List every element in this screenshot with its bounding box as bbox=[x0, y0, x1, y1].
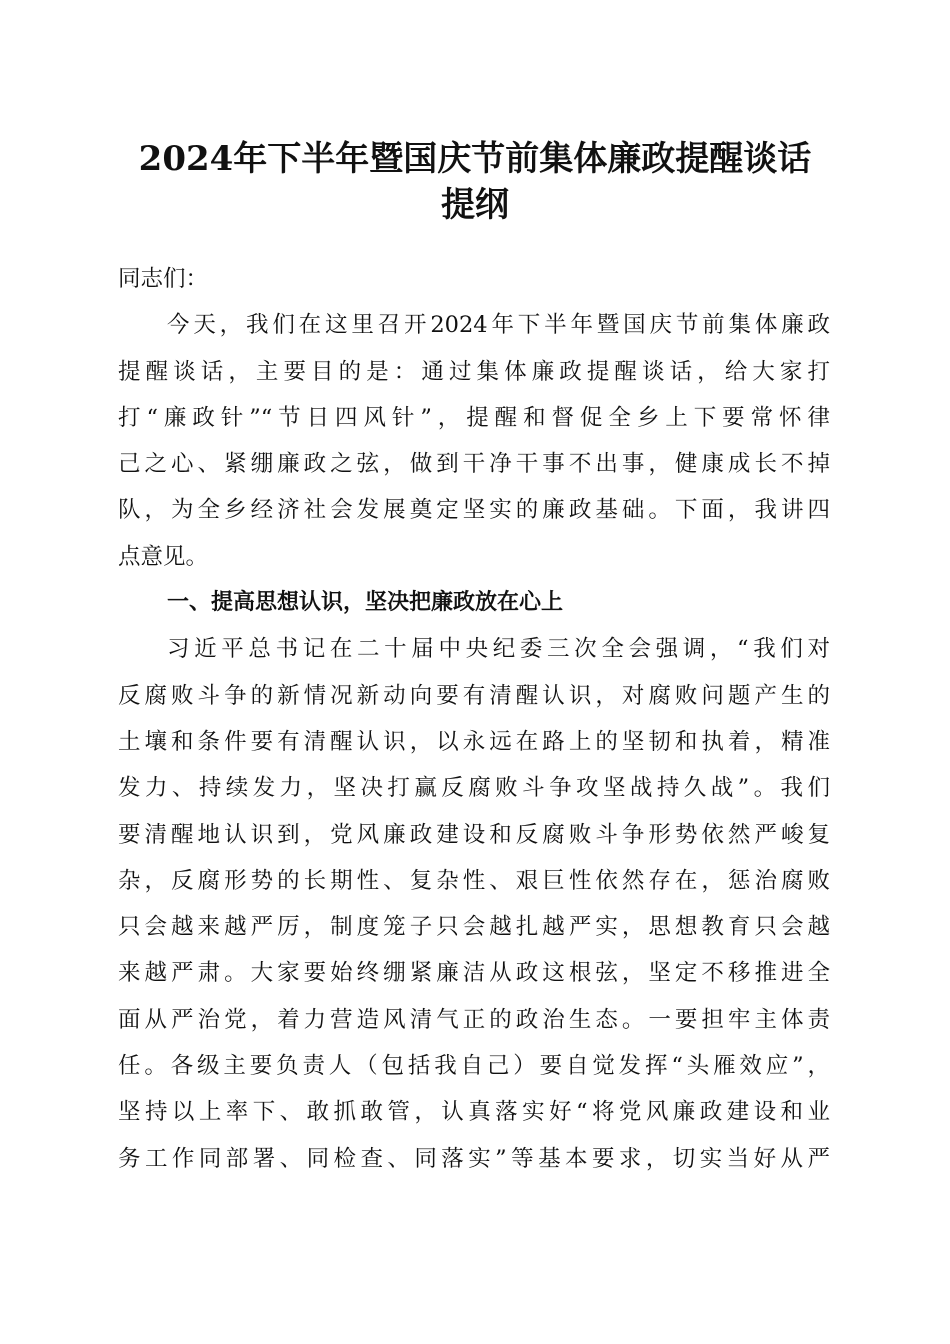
paragraph-line: 习近平总书记在二十届中央纪委三次全会强调，“我们对 bbox=[167, 636, 830, 663]
paragraph-line: 队，为全乡经济社会发展奠定坚实的廉政基础。下面，我讲四 bbox=[118, 497, 830, 524]
paragraph-line: 坚持以上率下、敢抓敢管，认真落实好“将党风廉政建设和业 bbox=[118, 1099, 830, 1126]
document-title bbox=[100, 136, 850, 228]
paragraph-line: 今天，我们在这里召开2024年下半年暨国庆节前集体廉政 bbox=[167, 312, 830, 339]
paragraph-line: 提醒谈话，主要目的是：通过集体廉政提醒谈话，给大家打 bbox=[118, 358, 830, 385]
paragraph-line: 杂，反腐形势的长期性、复杂性、艰巨性依然存在，惩治腐败 bbox=[118, 867, 830, 894]
title-line-2: 提纲 bbox=[441, 185, 509, 225]
paragraph-line: 土壤和条件要有清醒认识，以永远在路上的坚韧和执着，精准 bbox=[118, 728, 830, 755]
paragraph-line: 发力、持续发力，坚决打赢反腐败斗争攻坚战持久战”。我们 bbox=[118, 775, 830, 802]
paragraph-section-1 bbox=[118, 626, 830, 1182]
paragraph-line: 面从严治党，着力营造风清气正的政治生态。一要担牢主体责 bbox=[118, 1006, 830, 1033]
paragraph-line: 点意见。 bbox=[118, 543, 209, 570]
paragraph-line: 反腐败斗争的新情况新动向要有清醒认识，对腐败问题产生的 bbox=[118, 682, 830, 709]
paragraph-line: 己之心、紧绷廉政之弦，做到干净干事不出事，健康成长不掉 bbox=[118, 451, 830, 478]
title-line-1: 2024年下半年暨国庆节前集体廉政提醒谈话 bbox=[138, 139, 812, 179]
paragraph-line: 打“廉政针”“节日四风针”，提醒和督促全乡上下要常怀律 bbox=[118, 404, 830, 431]
paragraph-line: 只会越来越严厉，制度笼子只会越扎越严实，思想教育只会越 bbox=[118, 914, 830, 941]
paragraph-line: 来越严肃。大家要始终绷紧廉洁从政这根弦，坚定不移推进全 bbox=[118, 960, 830, 987]
paragraph-line: 务工作同部署、同检查、同落实”等基本要求，切实当好从严 bbox=[118, 1145, 830, 1172]
paragraph-line: 任。各级主要负责人（包括我自己）要自觉发挥“头雁效应”， bbox=[118, 1053, 830, 1080]
document-body bbox=[118, 256, 830, 1182]
paragraph-line: 要清醒地认识到，党风廉政建设和反腐败斗争形势依然严峻复 bbox=[118, 821, 830, 848]
section-heading: 一、提高思想认识，坚决把廉政放在心上 bbox=[167, 590, 564, 616]
paragraph-intro bbox=[118, 302, 830, 580]
salutation: 同志们： bbox=[118, 266, 209, 292]
